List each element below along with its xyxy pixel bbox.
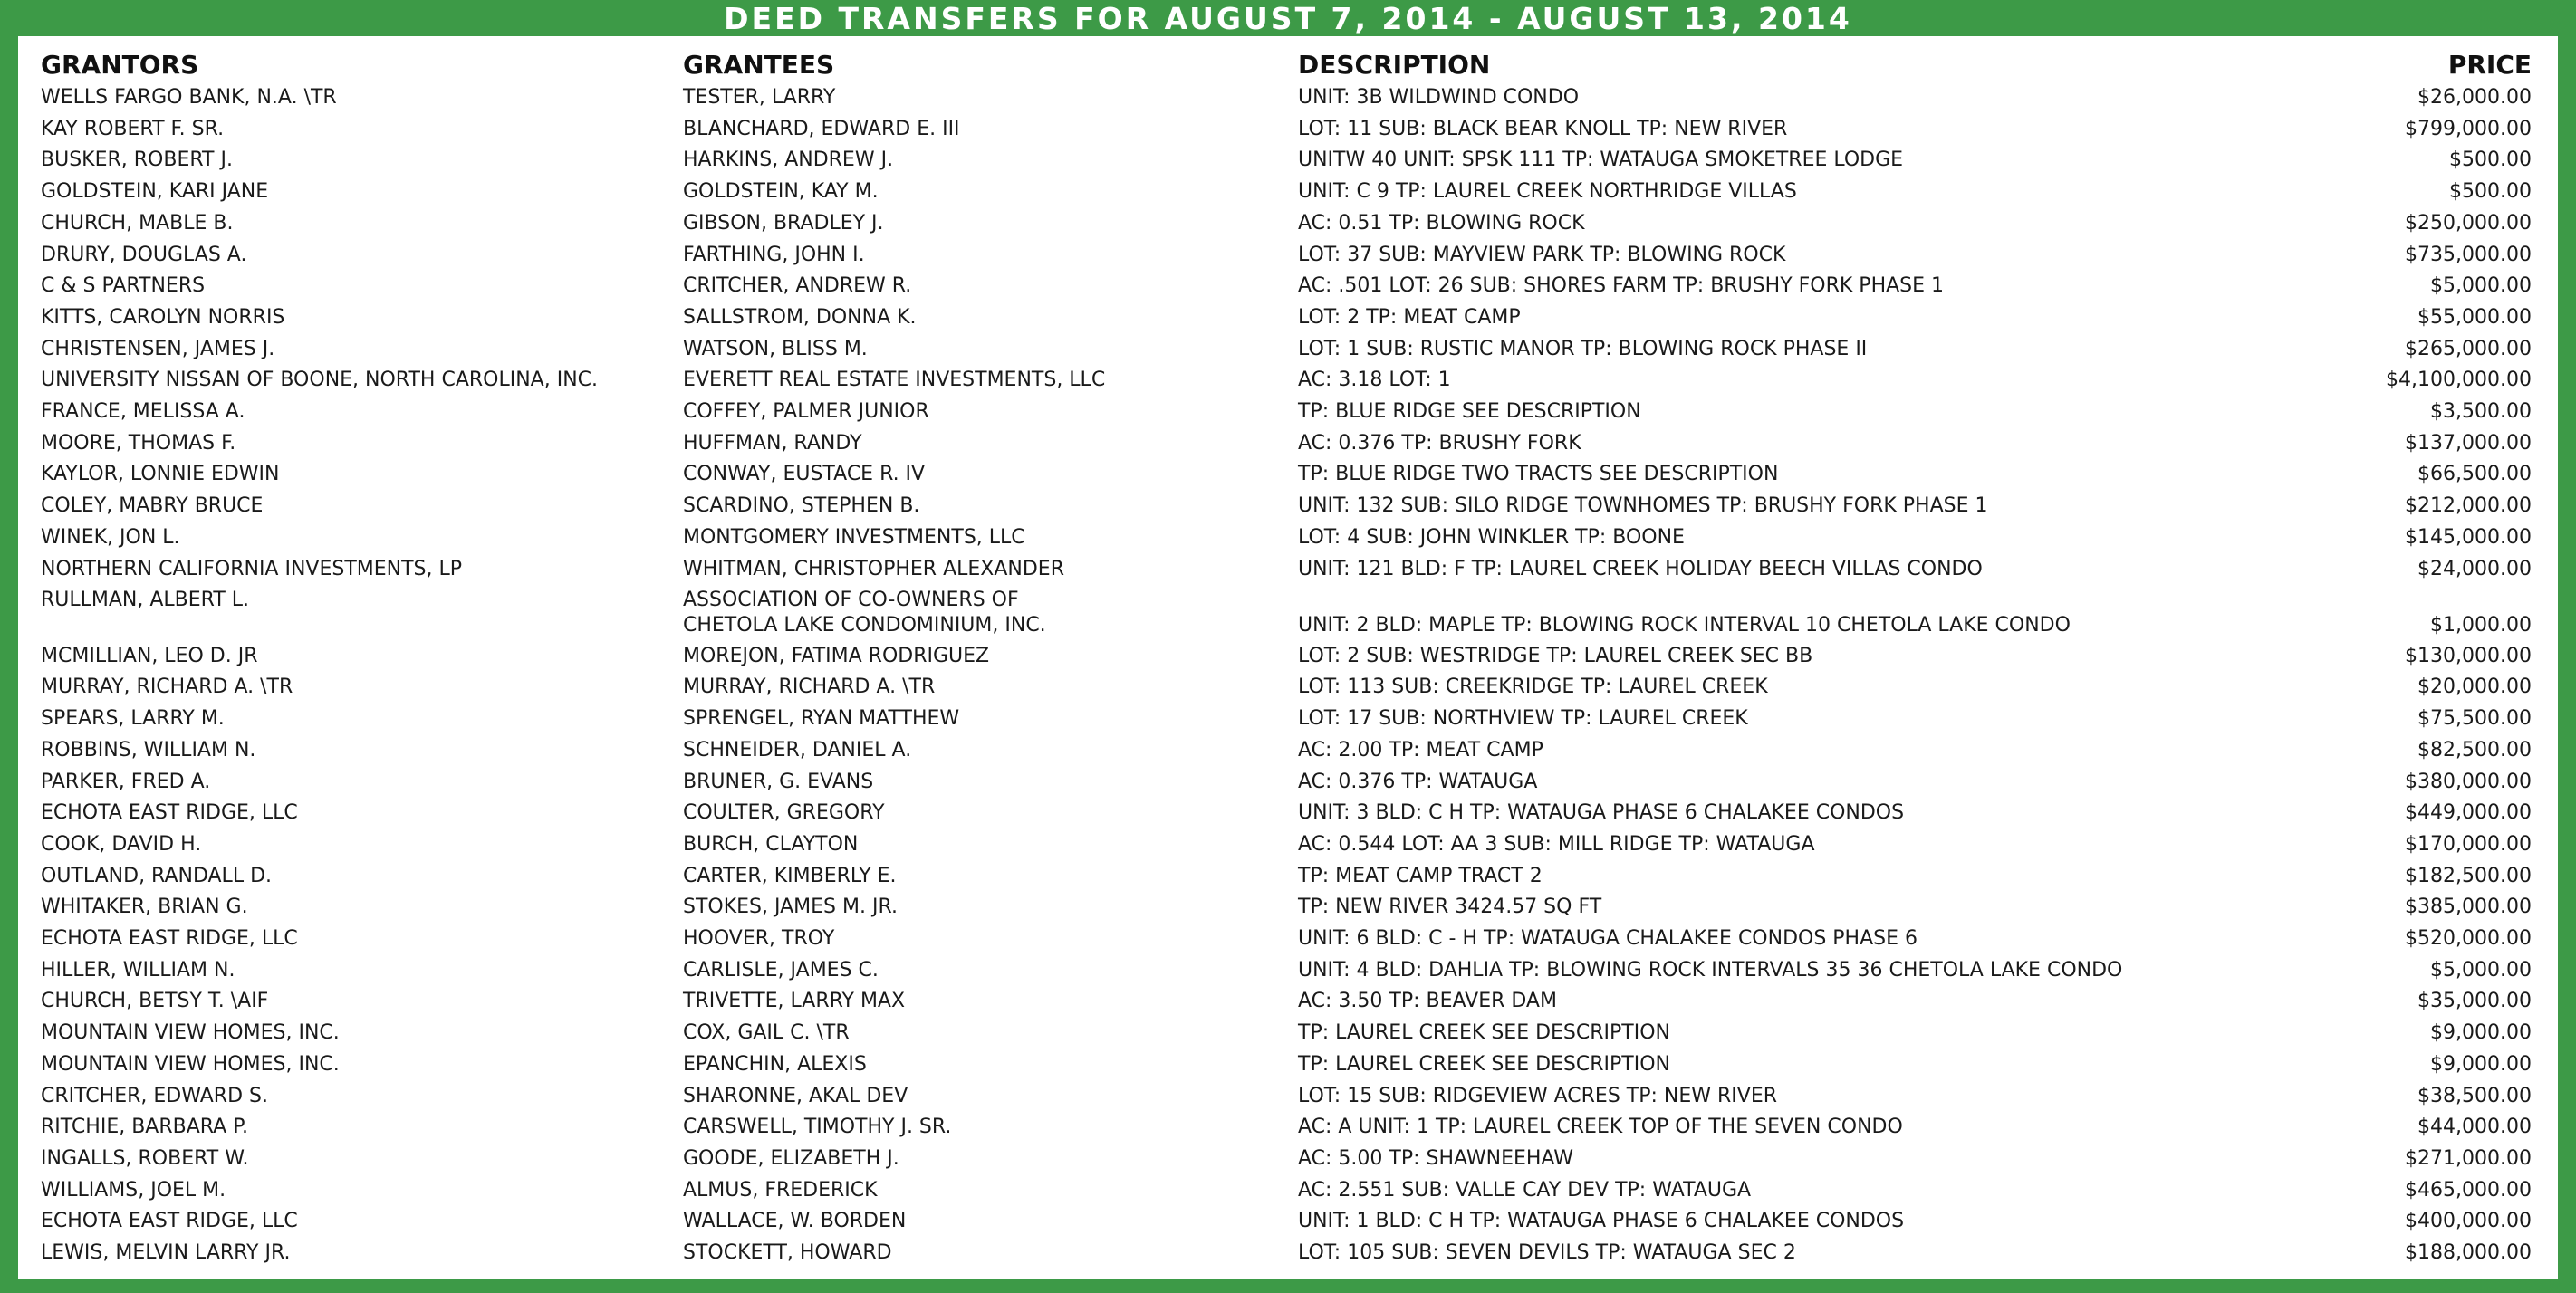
grantee-cell: FARTHING, JOHN I.: [683, 243, 865, 266]
price-cell: $380,000.00: [2405, 770, 2532, 793]
deed-transfers-table: [18, 36, 2558, 1279]
grantor-cell: HILLER, WILLIAM N.: [41, 958, 235, 982]
grantee-cell: HARKINS, ANDREW J.: [683, 148, 894, 172]
table-row: [18, 114, 2558, 145]
grantor-cell: CHURCH, BETSY T. \AIF: [41, 990, 269, 1013]
table-header: [18, 47, 2558, 83]
table-row: [18, 208, 2558, 239]
price-cell: $4,100,000.00: [2386, 369, 2532, 392]
grantor-cell: WELLS FARGO BANK, N.A. \TR: [41, 86, 337, 109]
table-row: [18, 177, 2558, 207]
grantee-cell: GOODE, ELIZABETH J.: [683, 1146, 899, 1170]
table-row: [18, 82, 2558, 113]
description-cell: TP: NEW RIVER 3424.57 SQ FT: [1298, 896, 1602, 919]
grantee-cell: EVERETT REAL ESTATE INVESTMENTS, LLC: [683, 369, 1106, 392]
table-row: [18, 986, 2558, 1017]
description-cell: UNIT: 6 BLD: C - H TP: WATAUGA CHALAKEE CONDOS PHASE 6: [1298, 927, 1918, 950]
table-row: [18, 892, 2558, 923]
description-cell: LOT: 11 SUB: BLACK BEAR KNOLL TP: NEW RIVER: [1298, 117, 1788, 140]
description-cell: UNIT: 2 BLD: MAPLE TP: BLOWING ROCK INTERVAL 10 CHETOLA LAKE CONDO: [1298, 614, 2071, 637]
table-row: [18, 585, 2558, 641]
table-row: [18, 672, 2558, 703]
table-row: [18, 554, 2558, 585]
description-cell: AC: 0.376 TP: BRUSHY FORK: [1298, 431, 1581, 455]
table-row: [18, 767, 2558, 798]
description-cell: UNIT: C 9 TP: LAUREL CREEK NORTHRIDGE VILLAS: [1298, 180, 1797, 204]
description-cell: UNITW 40 UNIT: SPSK 111 TP: WATAUGA SMOKETREE LODGE: [1298, 148, 1904, 172]
description-cell: LOT: 105 SUB: SEVEN DEVILS TP: WATAUGA SEC 2: [1298, 1241, 1796, 1264]
grantor-cell: PARKER, FRED A.: [41, 770, 211, 793]
price-cell: $3,500.00: [2430, 400, 2532, 423]
description-cell: AC: 5.00 TP: SHAWNEEHAW: [1298, 1146, 1574, 1170]
grantee-cell: WALLACE, W. BORDEN: [683, 1210, 907, 1233]
grantee-cell: BLANCHARD, EDWARD E. III: [683, 117, 960, 140]
description-cell: TP: LAUREL CREEK SEE DESCRIPTION: [1298, 1021, 1670, 1045]
grantee-cell: WHITMAN, CHRISTOPHER ALEXANDER: [683, 557, 1064, 580]
price-cell: $137,000.00: [2405, 431, 2532, 455]
description-cell: LOT: 113 SUB: CREEKRIDGE TP: LAUREL CREEK: [1298, 675, 1768, 699]
grantor-cell: KAYLOR, LONNIE EDWIN: [41, 463, 280, 486]
grantee-cell: CARTER, KIMBERLY E.: [683, 864, 897, 887]
grantee-cell: COX, GAIL C. \TR: [683, 1021, 850, 1045]
price-cell: $465,000.00: [2405, 1178, 2532, 1202]
price-cell: $212,000.00: [2405, 494, 2532, 518]
price-cell: $400,000.00: [2405, 1210, 2532, 1233]
price-cell: $55,000.00: [2417, 305, 2532, 329]
grantor-cell: COLEY, MABRY BRUCE: [41, 494, 264, 518]
table-row: [18, 704, 2558, 734]
price-cell: $5,000.00: [2430, 274, 2532, 298]
table-row: [18, 1206, 2558, 1237]
grantee-cell: WATSON, BLISS M.: [683, 337, 868, 360]
description-cell: UNIT: 3 BLD: C H TP: WATAUGA PHASE 6 CHALAKEE CONDOS: [1298, 801, 1905, 825]
description-cell: TP: LAUREL CREEK SEE DESCRIPTION: [1298, 1052, 1670, 1076]
price-cell: $145,000.00: [2405, 525, 2532, 549]
header-description: DESCRIPTION: [1298, 50, 1491, 80]
grantor-cell: MURRAY, RICHARD A. \TR: [41, 675, 293, 699]
table-row: [18, 1081, 2558, 1112]
grantor-cell: CRITCHER, EDWARD S.: [41, 1084, 268, 1107]
price-cell: $1,000.00: [2430, 614, 2532, 637]
price-cell: $35,000.00: [2417, 990, 2532, 1013]
table-row: [18, 829, 2558, 860]
grantor-cell: UNIVERSITY NISSAN OF BOONE, NORTH CAROLINA, INC.: [41, 369, 599, 392]
table-row: [18, 145, 2558, 176]
grantor-cell: OUTLAND, RANDALL D.: [41, 864, 272, 887]
price-cell: $170,000.00: [2405, 832, 2532, 856]
price-cell: $20,000.00: [2417, 675, 2532, 699]
price-cell: $520,000.00: [2405, 927, 2532, 950]
description-cell: UNIT: 121 BLD: F TP: LAUREL CREEK HOLIDAY BEECH VILLAS CONDO: [1298, 557, 1983, 580]
grantee-line-2: CHETOLA LAKE CONDOMINIUM, INC.: [683, 614, 1046, 637]
description-cell: LOT: 1 SUB: RUSTIC MANOR TP: BLOWING ROCK PHASE II: [1298, 337, 1868, 360]
price-cell: $66,500.00: [2417, 463, 2532, 486]
price-cell: $799,000.00: [2405, 117, 2532, 140]
table-row: [18, 302, 2558, 333]
grantee-cell: CARSWELL, TIMOTHY J. SR.: [683, 1116, 952, 1139]
grantee-cell: TESTER, LARRY: [683, 86, 836, 109]
price-cell: $182,500.00: [2405, 864, 2532, 887]
price-cell: $271,000.00: [2405, 1146, 2532, 1170]
table-row: [18, 397, 2558, 427]
table-row: [18, 1238, 2558, 1269]
grantee-cell: SHARONNE, AKAL DEV: [683, 1084, 908, 1107]
header-price: PRICE: [2447, 50, 2532, 80]
grantor-cell: RITCHIE, BARBARA P.: [41, 1116, 249, 1139]
grantor-cell: INGALLS, ROBERT W.: [41, 1146, 249, 1170]
grantee-cell: MOREJON, FATIMA RODRIGUEZ: [683, 644, 990, 667]
grantee-cell: SPRENGEL, RYAN MATTHEW: [683, 707, 960, 731]
description-cell: AC: A UNIT: 1 TP: LAUREL CREEK TOP OF THE SEVEN CONDO: [1298, 1116, 1903, 1139]
price-cell: $250,000.00: [2405, 211, 2532, 235]
table-row: [18, 491, 2558, 522]
description-cell: AC: 3.18 LOT: 1: [1298, 369, 1451, 392]
grantor-cell: C & S PARTNERS: [41, 274, 206, 298]
price-cell: $75,500.00: [2417, 707, 2532, 731]
price-cell: $449,000.00: [2405, 801, 2532, 825]
grantor-cell: MOORE, THOMAS F.: [41, 431, 236, 455]
price-cell: $500.00: [2449, 148, 2532, 172]
table-row: [18, 334, 2558, 365]
price-cell: $500.00: [2449, 180, 2532, 204]
table-row: [18, 641, 2558, 672]
description-cell: AC: 0.544 LOT: AA 3 SUB: MILL RIDGE TP: WATAUGA: [1298, 832, 1815, 856]
price-cell: $265,000.00: [2405, 337, 2532, 360]
price-cell: $24,000.00: [2417, 557, 2532, 580]
table-row: [18, 955, 2558, 986]
description-cell: LOT: 15 SUB: RIDGEVIEW ACRES TP: NEW RIVER: [1298, 1084, 1778, 1107]
table-row: [18, 735, 2558, 766]
price-cell: $9,000.00: [2430, 1021, 2532, 1045]
description-cell: AC: 0.376 TP: WATAUGA: [1298, 770, 1538, 793]
grantee-cell: CONWAY, EUSTACE R. IV: [683, 463, 926, 486]
description-cell: UNIT: 1 BLD: C H TP: WATAUGA PHASE 6 CHALAKEE CONDOS: [1298, 1210, 1905, 1233]
grantee-cell: MURRAY, RICHARD A. \TR: [683, 675, 936, 699]
table-row: [18, 1144, 2558, 1174]
description-cell: LOT: 2 SUB: WESTRIDGE TP: LAUREL CREEK SEC BB: [1298, 644, 1813, 667]
price-cell: $5,000.00: [2430, 958, 2532, 982]
price-cell: $9,000.00: [2430, 1052, 2532, 1076]
price-cell: $26,000.00: [2417, 86, 2532, 109]
price-cell: $385,000.00: [2405, 896, 2532, 919]
price-cell: $130,000.00: [2405, 644, 2532, 667]
description-cell: LOT: 2 TP: MEAT CAMP: [1298, 305, 1521, 329]
grantor-cell: MCMILLIAN, LEO D. JR: [41, 644, 258, 667]
grantee-cell: SALLSTROM, DONNA K.: [683, 305, 917, 329]
grantor-cell: GOLDSTEIN, KARI JANE: [41, 180, 269, 204]
grantor-cell: DRURY, DOUGLAS A.: [41, 243, 247, 266]
grantor-cell: KAY ROBERT F. SR.: [41, 117, 225, 140]
grantee-cell: CARLISLE, JAMES C.: [683, 958, 879, 982]
price-cell: $38,500.00: [2417, 1084, 2532, 1107]
price-cell: $82,500.00: [2417, 738, 2532, 761]
table-row: [18, 240, 2558, 271]
description-cell: UNIT: 4 BLD: DAHLIA TP: BLOWING ROCK INTERVALS 35 36 CHETOLA LAKE CONDO: [1298, 958, 2123, 982]
description-cell: UNIT: 3B WILDWIND CONDO: [1298, 86, 1580, 109]
table-row: [18, 428, 2558, 459]
grantee-cell: TRIVETTE, LARRY MAX: [683, 990, 906, 1013]
grantor-cell: FRANCE, MELISSA A.: [41, 400, 245, 423]
grantor-cell: LEWIS, MELVIN LARRY JR.: [41, 1241, 291, 1264]
grantee-cell: CRITCHER, ANDREW R.: [683, 274, 912, 298]
grantor-cell: MOUNTAIN VIEW HOMES, INC.: [41, 1021, 340, 1045]
grantor-cell: NORTHERN CALIFORNIA INVESTMENTS, LP: [41, 557, 463, 580]
description-cell: AC: .501 LOT: 26 SUB: SHORES FARM TP: BRUSHY FORK PHASE 1: [1298, 274, 1945, 298]
table-row: [18, 1049, 2558, 1080]
description-cell: LOT: 37 SUB: MAYVIEW PARK TP: BLOWING ROCK: [1298, 243, 1786, 266]
price-cell: $44,000.00: [2417, 1116, 2532, 1139]
grantor-cell: KITTS, CAROLYN NORRIS: [41, 305, 285, 329]
description-cell: AC: 2.551 SUB: VALLE CAY DEV TP: WATAUGA: [1298, 1178, 1752, 1202]
grantee-cell: GOLDSTEIN, KAY M.: [683, 180, 879, 204]
grantor-cell: SPEARS, LARRY M.: [41, 707, 225, 731]
grantor-cell: ECHOTA EAST RIDGE, LLC: [41, 1210, 298, 1233]
grantee-cell: [683, 585, 1046, 638]
table-row: [18, 1112, 2558, 1143]
grantee-cell: HOOVER, TROY: [683, 927, 835, 950]
grantee-line-1: ASSOCIATION OF CO-OWNERS OF: [683, 589, 1019, 612]
grantor-cell: ECHOTA EAST RIDGE, LLC: [41, 801, 298, 825]
description-cell: TP: BLUE RIDGE SEE DESCRIPTION: [1298, 400, 1641, 423]
description-cell: AC: 2.00 TP: MEAT CAMP: [1298, 738, 1543, 761]
grantor-cell: WILLIAMS, JOEL M.: [41, 1178, 226, 1202]
grantor-cell: RULLMAN, ALBERT L.: [41, 589, 250, 612]
grantee-cell: SCARDINO, STEPHEN B.: [683, 494, 920, 518]
grantee-cell: HUFFMAN, RANDY: [683, 431, 862, 455]
description-cell: LOT: 4 SUB: JOHN WINKLER TP: BOONE: [1298, 525, 1685, 549]
grantor-cell: CHURCH, MABLE B.: [41, 211, 234, 235]
grantee-cell: STOKES, JAMES M. JR.: [683, 896, 898, 919]
grantor-cell: MOUNTAIN VIEW HOMES, INC.: [41, 1052, 340, 1076]
description-cell: UNIT: 132 SUB: SILO RIDGE TOWNHOMES TP: BRUSHY FORK PHASE 1: [1298, 494, 1988, 518]
page-title: DEED TRANSFERS FOR AUGUST 7, 2014 - AUGUST 13, 2014: [724, 1, 1852, 36]
table-row: [18, 459, 2558, 490]
grantor-cell: CHRISTENSEN, JAMES J.: [41, 337, 275, 360]
table-row: [18, 365, 2558, 396]
description-cell: TP: BLUE RIDGE TWO TRACTS SEE DESCRIPTION: [1298, 463, 1779, 486]
grantee-cell: ALMUS, FREDERICK: [683, 1178, 878, 1202]
grantee-cell: MONTGOMERY INVESTMENTS, LLC: [683, 525, 1025, 549]
price-cell: $735,000.00: [2405, 243, 2532, 266]
table-row: [18, 1175, 2558, 1206]
description-cell: TP: MEAT CAMP TRACT 2: [1298, 864, 1543, 887]
grantor-cell: WHITAKER, BRIAN G.: [41, 896, 248, 919]
grantee-cell: SCHNEIDER, DANIEL A.: [683, 738, 912, 761]
description-cell: LOT: 17 SUB: NORTHVIEW TP: LAUREL CREEK: [1298, 707, 1748, 731]
table-row: [18, 861, 2558, 892]
grantor-cell: COOK, DAVID H.: [41, 832, 202, 856]
grantee-cell: EPANCHIN, ALEXIS: [683, 1052, 867, 1076]
header-grantees: GRANTEES: [683, 50, 835, 80]
price-cell: $188,000.00: [2405, 1241, 2532, 1264]
grantee-cell: STOCKETT, HOWARD: [683, 1241, 892, 1264]
header-grantors: GRANTORS: [41, 50, 199, 80]
table-row: [18, 271, 2558, 302]
grantor-cell: ROBBINS, WILLIAM N.: [41, 738, 256, 761]
grantee-cell: COULTER, GREGORY: [683, 801, 885, 825]
grantor-cell: BUSKER, ROBERT J.: [41, 148, 233, 172]
description-cell: AC: 3.50 TP: BEAVER DAM: [1298, 990, 1557, 1013]
grantor-cell: ECHOTA EAST RIDGE, LLC: [41, 927, 298, 950]
grantor-cell: WINEK, JON L.: [41, 525, 180, 549]
table-row: [18, 1018, 2558, 1049]
grantee-cell: COFFEY, PALMER JUNIOR: [683, 400, 929, 423]
table-row: [18, 522, 2558, 553]
description-cell: AC: 0.51 TP: BLOWING ROCK: [1298, 211, 1585, 235]
grantee-cell: BRUNER, G. EVANS: [683, 770, 874, 793]
grantee-cell: BURCH, CLAYTON: [683, 832, 859, 856]
table-row: [18, 924, 2558, 954]
grantee-cell: GIBSON, BRADLEY J.: [683, 211, 884, 235]
table-row: [18, 798, 2558, 828]
